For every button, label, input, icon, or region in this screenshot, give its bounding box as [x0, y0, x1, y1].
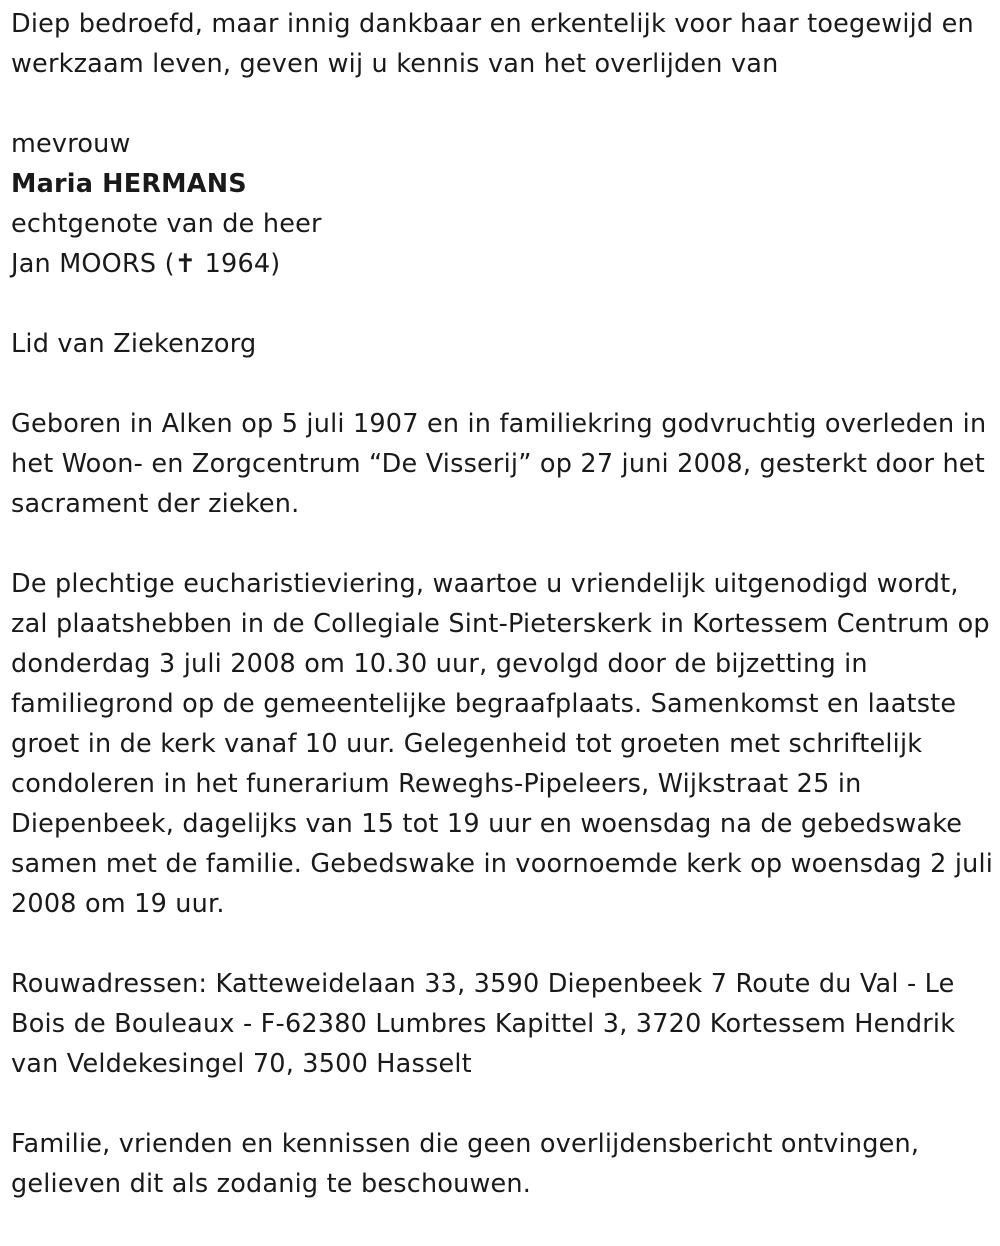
spacer — [11, 84, 995, 124]
membership-line: Lid van Ziekenzorg — [11, 329, 257, 359]
deceased-name: Maria HERMANS — [11, 169, 247, 199]
spacer — [11, 524, 995, 564]
spouse-death-year: 1964) — [204, 249, 281, 279]
closing-paragraph: Familie, vrienden en kennissen die geen overlijdensbericht ontvingen, gelieven dit als zodanig te beschouwen. — [11, 1129, 920, 1199]
intro-paragraph: Diep bedroefd, maar innig dankbaar en erkentelijk voor haar toegewijd en werkzaam leven, geven wij u kennis van het overlijden van — [11, 9, 974, 79]
death-notice — [11, 4, 995, 1204]
spacer — [11, 364, 995, 404]
spacer — [11, 1084, 995, 1124]
cross-icon: (✝ — [164, 249, 197, 279]
spouse-line — [11, 244, 995, 284]
title-line: mevrouw — [11, 129, 131, 159]
service-paragraph: De plechtige eucharistieviering, waartoe u vriendelijk uitgenodigd wordt, zal plaatshebben in de Collegiale Sint-Pieterskerk in Kortessem Centrum op donderdag 3 juli 2008 om 10.30 uur, gevolgd door de bijzetting in familiegrond op de gemeentelijke begraafplaats. Samenkomst en laatste groet in de kerk vanaf 10 uur. Gelegenheid tot groeten met schriftelijk condoleren in het funerarium Reweghs-Pipeleers, Wijkstraat 25 in Diepenbeek, dagelijks van 15 tot 19 uur en woensdag na de gebedswake samen met de familie. Gebedswake in voornoemde kerk op woensdag 2 juli 2008 om 19 uur. — [11, 569, 994, 919]
spacer — [11, 284, 995, 324]
relation-line: echtgenote van de heer — [11, 209, 322, 239]
spouse-name: Jan MOORS — [11, 249, 157, 279]
addresses-paragraph: Rouwadressen: Katteweidelaan 33, 3590 Diepenbeek 7 Route du Val - Le Bois de Bouleaux - F-62380 Lumbres Kapittel 3, 3720 Kortessem Hendrik van Veldekesingel 70, 3500 Hasselt — [11, 969, 956, 1079]
birth-death-paragraph: Geboren in Alken op 5 juli 1907 en in familiekring godvruchtig overleden in het Woon- en Zorgcentrum “De Visserij” op 27 juni 2008, gesterkt door het sacrament der zieken. — [11, 409, 987, 519]
spacer — [11, 924, 995, 964]
